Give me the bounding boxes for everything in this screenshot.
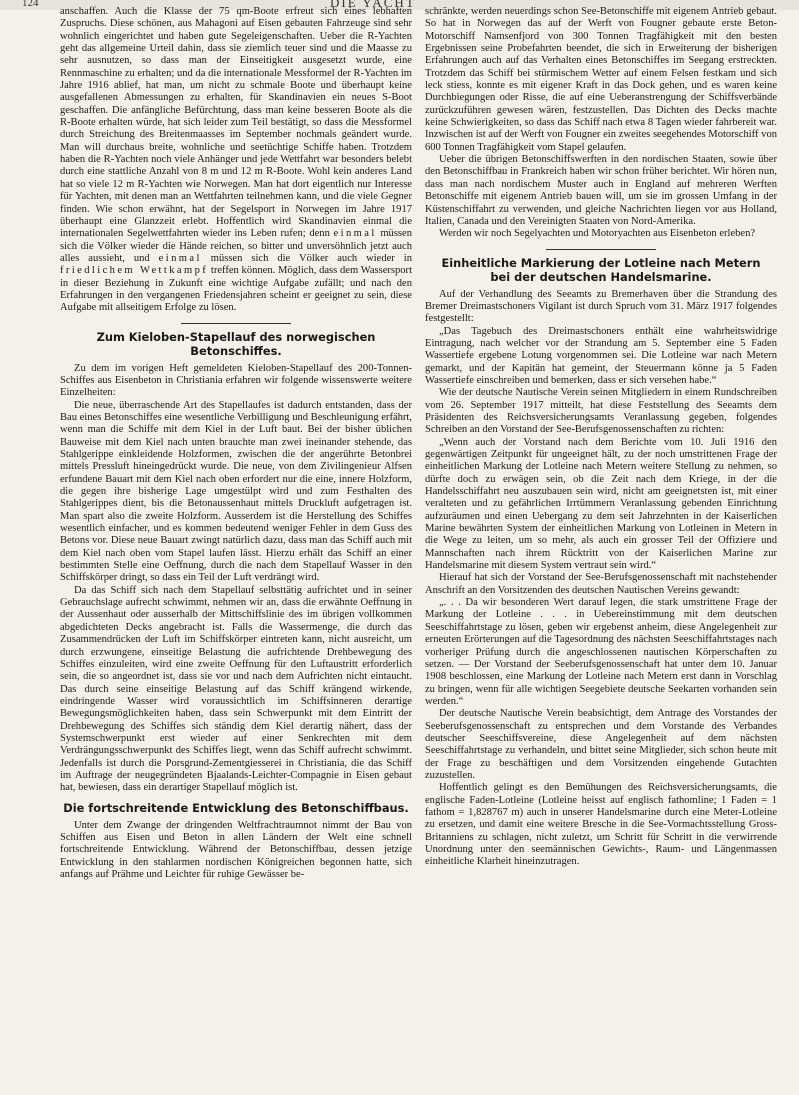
section-title-kieloben: Zum Kieloben-Stapellauf des norwegischen Betonschiffes.: [96, 329, 376, 358]
article-paragraph: Wie der deutsche Nautische Verein seinen Mitgliedern in einem Rundschreiben vom 26. September 1917 mitteilt, hat diese Feststellung des Seeamts dem Präsidenten des Reichsversicherungsamts Veranlassung gegeben, folgendes Schreiben an den Vorstand der See-Berufsgenossenschaften zu richten:: [425, 387, 777, 436]
left-column: [60, 6, 412, 881]
article-paragraph: „. . . Da wir besonderen Wert darauf legen, die stark umstrittene Frage der Markung der Lotleine . . . in Uebereinstimmung mit dem deutschen Seeschiffahrtstage zu lösen, geben wir ergebenst anheim, diese Angelegenheit zur erneuten Erörterungen auf die Tagesordnung des nächsten Seeschiffahrtstages nach vorheriger Prüfung durch die angeschlossenen nautischen Körperschaften zu setzen. — Der Vorstand der Seeberufsgenossenschaft hat unter dem 10. Januar 1908 beschlossen, eine Markung der Lotleine nach Metern erst dann in Vorschlag zu bringen, wenn für alle wichtigen Seegebiete deutsche Seekarten vorhanden sein werden.“: [425, 597, 777, 707]
article-paragraph: Unter dem Zwange der dringenden Weltfrachtraumnot nimmt der Bau von Schiffen aus Eisen und Beton in allen Ländern der Welt eine schnell fortschreitende Entwicklung. Während der Betonschiffbau, dessen jetzige Entwicklung in den stahlarmen nordischen Königreichen begonnen hatte, sich anfangs auf Prähme und Leichter für ruhige Gewässer be-: [60, 819, 412, 880]
article-paragraph: „Das Tagebuch des Dreimastschoners enthält eine wahrheitswidrige Eintragung, nach welcher vor der Strandung am 5. September eine 5 Faden Wassertiefe ergebene Lotung vorgenommen sei. Die Lotleine war nach Metern gemarkt, und der Kapitän hat gemeint, der Steuermann könne ja 5 Faden Wassertiefe einschreiben und bemerken, dass er sich versehen habe.“: [425, 325, 777, 386]
article-paragraph: Hoffentlich gelingt es den Bemühungen des Reichsversicherungsamts, die englische Faden-Lotleine (Lotleine heisst auf englisch fathomline; 1 Faden = 1 fathom = 1,828767 m) auch in unserer Handelsmarine durch eine Meter-Lotleine zu ersetzen, und damit eine weitere Bresche in die See-Vormachtsstellung Gross-Britanniens zu schlagen, nicht zuletzt, um Schritt für Schritt in die verwirrende Unordnung unter den seemännischen Gewichts-, Raum- und Längenmassen einheitliche Klarheit hineinzutragen.: [425, 782, 777, 868]
section-title-lotleine: [425, 256, 777, 284]
running-head: DIE YACHT: [330, 0, 416, 10]
section-divider: [546, 249, 656, 250]
section-title-line: Einheitliche Markierung der Lotleine nach Metern: [441, 255, 761, 270]
article-paragraph: schränkte, werden neuerdings schon See-Betonschiffe mit eigenem Antrieb gebaut. So hat in Norwegen das auf der Werft von Fougner gebaute erste Beton-Motorschiff Namsenfjord von 300 Tonnen Tragfähigkeit mit den besten Ergebnissen seine Probefahrten beendet, die sich in Erweiterung der bisherigen Erfahrungen auch auf das Verhalten eines Betonschiffes im Seegang erstreckten. Trotzdem das Schiff bei stürmischem Wetter auf einem Felsen festkam und sich leck stiess, konnte es mit eigener Kraft in das Dock gehen, und es waren keine Durchbiegungen oder Risse, die auf eine Ueberanstrengung der Schiffsverbände zurückzuführen gewesen wären, festzustellen. Das Dichten des Decks machte keine Schwierigkeiten, so dass das Schiff nach etwa 8 Tagen wieder fahrbereit war. Inzwischen ist auf der Werft von Fougner ein zweites seegehendes Motorschiff von 600 Tonnen Tragfähigkeit vom Stapel gelaufen.: [425, 6, 777, 153]
article-paragraph: Zu dem im vorigen Heft gemeldeten Kieloben-Stapellauf des 200-Tonnen-Schiffes aus Eisenbeton in Christiania erfahren wir folgende wissenswerte weitere Einzelheiten:: [60, 362, 412, 399]
right-column: [425, 6, 777, 869]
article-paragraph: Werden wir noch Segelyachten und Motoryachten aus Eisenbeton erleben?: [439, 228, 756, 240]
section-title-line: bei der deutschen Handelsmarine.: [490, 269, 712, 284]
article-paragraph: Da das Schiff sich nach dem Stapellauf selbsttätig aufrichtet und in seiner Gebrauchslage aufrecht schwimmt, nehmen wir an, dass die erwähnte Oeffnung in der Aussenhaut oder ausserhalb der Mittschiffslinie des im übrigen vollkommen abgedichteten Decks angebracht ist. Falls die Wassermenge, die durch das Zusammendrücken der Luft im Schiffskörper eintreten kann, nicht ausreicht, um durch erzwungene, einseitige Belastung die aufrichtende Drehbewegung des Schiffes einzuleiten, wird eine zweite Oeffnung für den Luftaustritt erforderlich sein, die so angeordnet ist, dass sie vor und nach dem Aufrichten nicht eintaucht. Das durch seine einseitige Belastung auf das Schiff krängend wirkende, eindringende Wasser wird voraussichtlich im Schiffsinneren derartige Bewegungsmöglichkeiten haben, dass sein Schwerpunkt mit dem Eintritt der Drehbewegung des Schiffes sich ständig dem Kiel derartig nähert, dass der Systemschwerpunkt erst wieder auf einer Senkrechten mit dem Verdrängungsschwerpunkt des Schiffes liegt, wenn das Schiff aufrecht schwimmt. Jedenfalls ist durch die Porsgrund-Zementgiesserei in Christiania, die das Schiff im Auftrage der neugegründeten Bjaalands-Leichter-Compagnie in Eisen gebaut hat, bewiesen, dass ein derartiger Stapellauf möglich ist.: [60, 584, 412, 794]
article-paragraph: Die neue, überraschende Art des Stapellaufes ist dadurch entstanden, dass der Bau eines Betonschiffes eine wesentliche Verbilligung und Beschleunigung erfährt, wenn man die Schiffe mit dem Kiel in der Luft baut. Bei der bisher üblichen Bauweise mit dem Kiel nach unten brauchte man zwei ineinander stehende, das Stahlgerippe einkleidende Holzformen, zwischen die der angerührte Betonbrei mittels Pressluft hineingedrückt wurde. Die neue, von dem Zivilingenieur Alfsen erfundene Bauart mit dem Kiel nach oben erfordert nur die eine, innere Holzform, die gegen ihre bisherige Lage umgestülpt wird und zum Festhalten des Stahlgerippes dient, bis die Betonaussenhaut mittels Druckluft aufgetragen ist. Man spart also die zweite Holzform. Ausserdem ist die Herstellung des Schiffes wesentlich einfacher, und es kommen bedeutend weniger Fehler in dem Guss des Betons vor. Diese neue Bauart zwingt natürlich dazu, dass man das Schiff auch mit dem Kiel nach oben vom Stapel laufen lässt. Hierzu erhält das Schiff an einer bestimmten Stelle eine Oeffnung, durch die nach dem Stapellauf Wasser in den Schiffskörper dringt, so dass ein Teil der Luft verdrängt wird.: [60, 399, 412, 584]
section-divider: [181, 323, 291, 324]
article-paragraph: Hierauf hat sich der Vorstand der See-Berufsgenossenschaft mit nachstehender Anschrift an den Vorsitzenden des deutschen Nautischen Vereins gewandt:: [425, 572, 777, 596]
article-paragraph: Ueber die übrigen Betonschiffswerften in den nordischen Staaten, sowie über den Betonschiffbau in Frankreich haben wir schon früher berichtet. Wir hören nun, dass man nach nordischem Muster auch in England auf mehreren Werften Betonschiffe mit eigenem Antrieb bauen will, um sie im grossen Umfang in der Küstenschiffahrt zu verwenden, und gleiche Nachrichten liegen vor aus Holland, Italien, Canada und den Vereinigten Staaten von Nord-Amerika.: [425, 154, 777, 227]
page-number: 124: [22, 0, 39, 9]
section-title-entwicklung: Die fortschreitende Entwicklung des Betonschiffbaus.: [63, 800, 409, 815]
article-paragraph: anschaffen. Auch die Klasse der 75 qm-Boote erfreut sich eines lebhaften Zuspruchs. Diese schönen, aus Mahagoni auf Eisen gebauten Fahrzeuge sind sehr wohnlich eingerichtet und haben gute Segeleigenschaften. Ueber die R-Yachten geht das allgemeine Urteil dahin, dass sie ziemlich teuer sind und die Maasse zu sehr ausnutzen, so dass man der Einseitigkeit ausgesetzt wurde, eine Rennmaschine zu erhalten; und da die internationale Messformel der R-Yachten im Jahre 1916 ablief, hat man, um nicht zu schmale Boote und überhaupt keine ausgefallenen Abmessungen zu erhalten, für Skandinavien ein neues S-Boot geschaffen. Die anfängliche Befürchtung, dass man keine besseren Boote als die R-Boote erhalten würde, hat sich leider zum Teil bestätigt, so dass die Messformel durch Streichung des Breitenmaasses im September nochmals geändert wurde. Man will durchaus breite, wohnliche und seetüchtige Schiffe haben. Trotzdem haben die R-Yachten noch viele Anhänger und jede Wettfahrt war besonders belebt durch eine stattliche Anzahl von 8 m und 12 m R-Boote. Wohl kein anderes Land hat so viele 12 m R-Yachten wie Norwegen. Man hat dort eigentlich nur Interesse für Yachten, mit denen man an Wettfahrten teilnehmen kann, und die viele Gegner finden. Wie schon erwähnt, hat der Segelsport in Norwegen im Jahre 1917 überhaupt eine Glanzzeit erlebt. Hoffentlich wird Skandinavien einmal die internationalen Segelwettfahrten wieder ins Leben rufen; denn einmal müssen sich die Völker wieder die Hände reichen, so bitter und unversöhnlich jetzt auch alles aussieht, und einmal müssen sich die Völker auch wieder in friedlichem Wettkampf treffen können. Möglich, dass dem Wassersport in dieser Beziehung in Zukunft eine wichtige Aufgabe zufällt; und nach den Erfahrungen in den vergangenen Friedensjahren scheint er geeignet zu sein, diese Aufgabe mit allseitigem Erfolge zu lösen.: [60, 6, 412, 314]
article-paragraph: Der deutsche Nautische Verein beabsichtigt, dem Antrage des Vorstandes der Seeberufsgenossenschaft zu entsprechen und dem Vorstande des Verbandes deutscher Seeschiffsvereine, diese Angelegenheit auf dem nächsten Seeschiffahrtstage zu verhandeln, und bittet seine Mitglieder, sich schon heute mit der Frage zu beschäftigen und dem Vorsitzenden eingehende Gutachten zuzustellen.: [425, 708, 777, 781]
article-paragraph: Auf der Verhandlung des Seeamts zu Bremerhaven über die Strandung des Bremer Dreimastschoners Vigilant ist durch Spruch vom 31. März 1917 folgendes festgestellt:: [425, 288, 777, 325]
article-paragraph: „Wenn auch der Vorstand nach dem Berichte vom 10. Juli 1916 den gegenwärtigen Zeitpunkt für ungeeignet hält, zu der noch umstrittenen Frage der einheitlichen Markung der Lotleine nach Metern weitere Stellung zu nehmen, so dürfte doch zu erwägen sein, ob die Zeit nach dem Kriege, in der die Handelsschiffahrt neu auszubauen sein wird, nicht am geeignetsten ist, mit einer veralteten und zu gefährlichen Irrtümmern Veranlassung gebenden Einrichtung aufzuräumen und einen Uebergang zu dem seit Jahrzehnten in der Kaiserlichen Marine bewährten System der einheitlichen Markung von Lotleinen in Metern in die Wege zu leiten, um so mehr, als auch ein grosser Teil der Offiziere und Mannschaften nach ihrem Rücktritt von der Kaiserlichen Marine zur Handelsmarine mit diesem System vertraut sein wird.“: [425, 436, 777, 572]
